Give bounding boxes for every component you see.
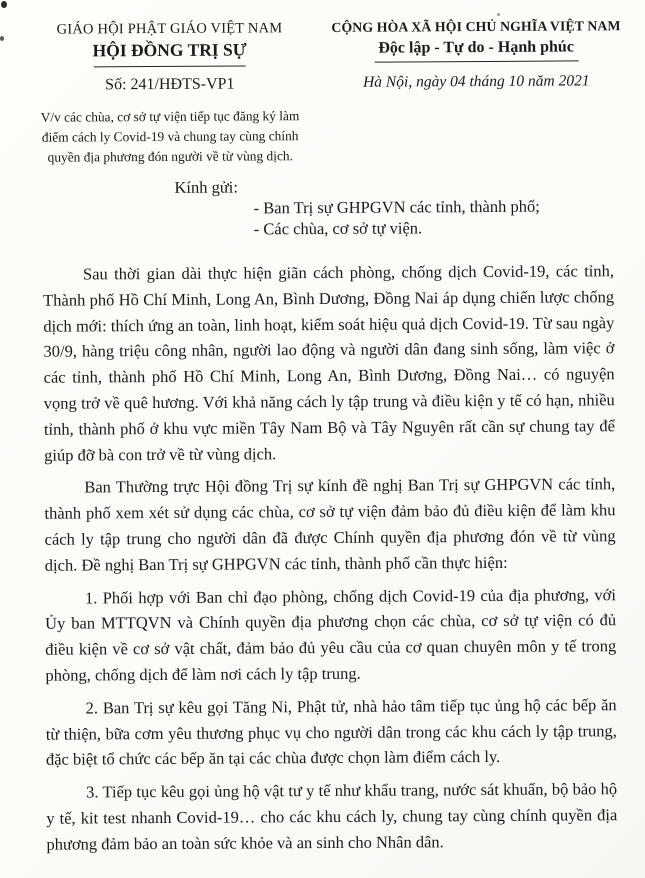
recipient-item: - Các chùa, cơ sở tự viện.	[253, 218, 423, 239]
org-name: HỘI ĐỒNG TRỊ SỰ	[92, 39, 247, 61]
numbered-item: 1. Phối hợp với Ban chỉ đạo phòng, chống dịch Covid-19 của địa phương, với Ủy ban MTTQVN và Chính quyền địa phương chọn các chùa, cơ sở tự viện có đủ điều kiện về cơ sở vật chất, đảm bảo đủ yêu cầu của cơ quan chuyên môn y tế trong phòng, chống dịch để làm nơi cách ly tập trung.	[45, 584, 617, 685]
document-number: Số: 241/HĐTS-VP1	[105, 75, 235, 94]
numbered-item: 3. Tiếp tục kêu gọi ủng hộ vật tư y tế như khẩu trang, nước sát khuẩn, bộ bảo hộ y tế, kit test nhanh Covid-19… cho các khu cách ly, chung tay cùng chính quyền địa phương đảm bảo an toàn sức khỏe và an sinh cho Nhân dân.	[46, 779, 618, 854]
salutation-label: Kính gửi:	[174, 177, 239, 197]
national-motto: Độc lập - Tự do - Hạnh phúc	[378, 38, 574, 57]
motto-underline	[374, 60, 578, 62]
document-body	[0, 258, 645, 857]
document-header	[0, 0, 643, 168]
recipient-list	[254, 195, 644, 239]
national-title: CỘNG HÒA XÃ HỘI CHỦ NGHĨA VIỆT NAM	[331, 18, 621, 35]
national-motto-block	[317, 18, 635, 166]
issuing-org-block	[21, 20, 318, 168]
org-underline	[94, 65, 246, 67]
recipient-item: - Ban Trị sự GHPGVN các tỉnh, thành phố;	[253, 196, 540, 218]
org-parent-name: GIÁO HỘI PHẬT GIÁO VIỆT NAM	[56, 20, 283, 38]
salutation-block	[174, 174, 643, 240]
body-paragraph: Ban Thường trực Hội đồng Trị sự kính đề nghị Ban Trị sự GHPGVN các tỉnh, thành phố xem xét sử dụng các chùa, cơ sở tự viện đảm bảo đủ điều kiện để làm khu cách ly tập trung cho người dân đã được Chính quyền địa phương đón về từ vùng dịch. Đề nghị Ban Trị sự GHPGVN các tỉnh, thành phố cần thực hiện:	[44, 474, 616, 575]
body-paragraph: Sau thời gian dài thực hiện giãn cách phòng, chống dịch Covid-19, các tỉnh, Thành phố Hồ Chí Minh, Long An, Bình Dương, Đồng Nai áp dụng chiến lược chống dịch mới: thích ứng an toàn, linh hoạt, kiểm soát hiệu quả dịch Covid-19. Từ sau ngày 30/9, hàng triệu công nhân, người lao động và người dân đang sinh sống, làm việc ở các tỉnh, thành phố Hồ Chí Minh, Long An, Bình Dương, Đồng Nai… có nguyện vọng trở về quê hương. Với khả năng cách ly tập trung và điều kiện y tế có hạn, nhiều tỉnh, thành phố ở khu vực miền Tây Nam Bộ và Tây Nguyên rất cần sự chung tay để giúp đỡ bà con trở về từ vùng dịch.	[43, 261, 615, 465]
numbered-item: 2. Ban Trị sự kêu gọi Tăng Ni, Phật tử, nhà hảo tâm tiếp tục ủng hộ các bếp ăn từ thiện, bữa cơm yêu thương phục vụ cho người dân trong các khu cách ly tập trung, đặc biệt tổ chức các bếp ăn tại các chùa được chọn làm điểm cách ly.	[45, 694, 617, 770]
document-subject: V/v các chùa, cơ sở tự viện tiếp tục đăng ký làm điểm cách ly Covid-19 và chung tay cùng chính quyền địa phương đón người về từ vùng dịch.	[40, 108, 300, 165]
place-and-date: Hà Nội, ngày 04 tháng 10 năm 2021	[363, 72, 590, 91]
